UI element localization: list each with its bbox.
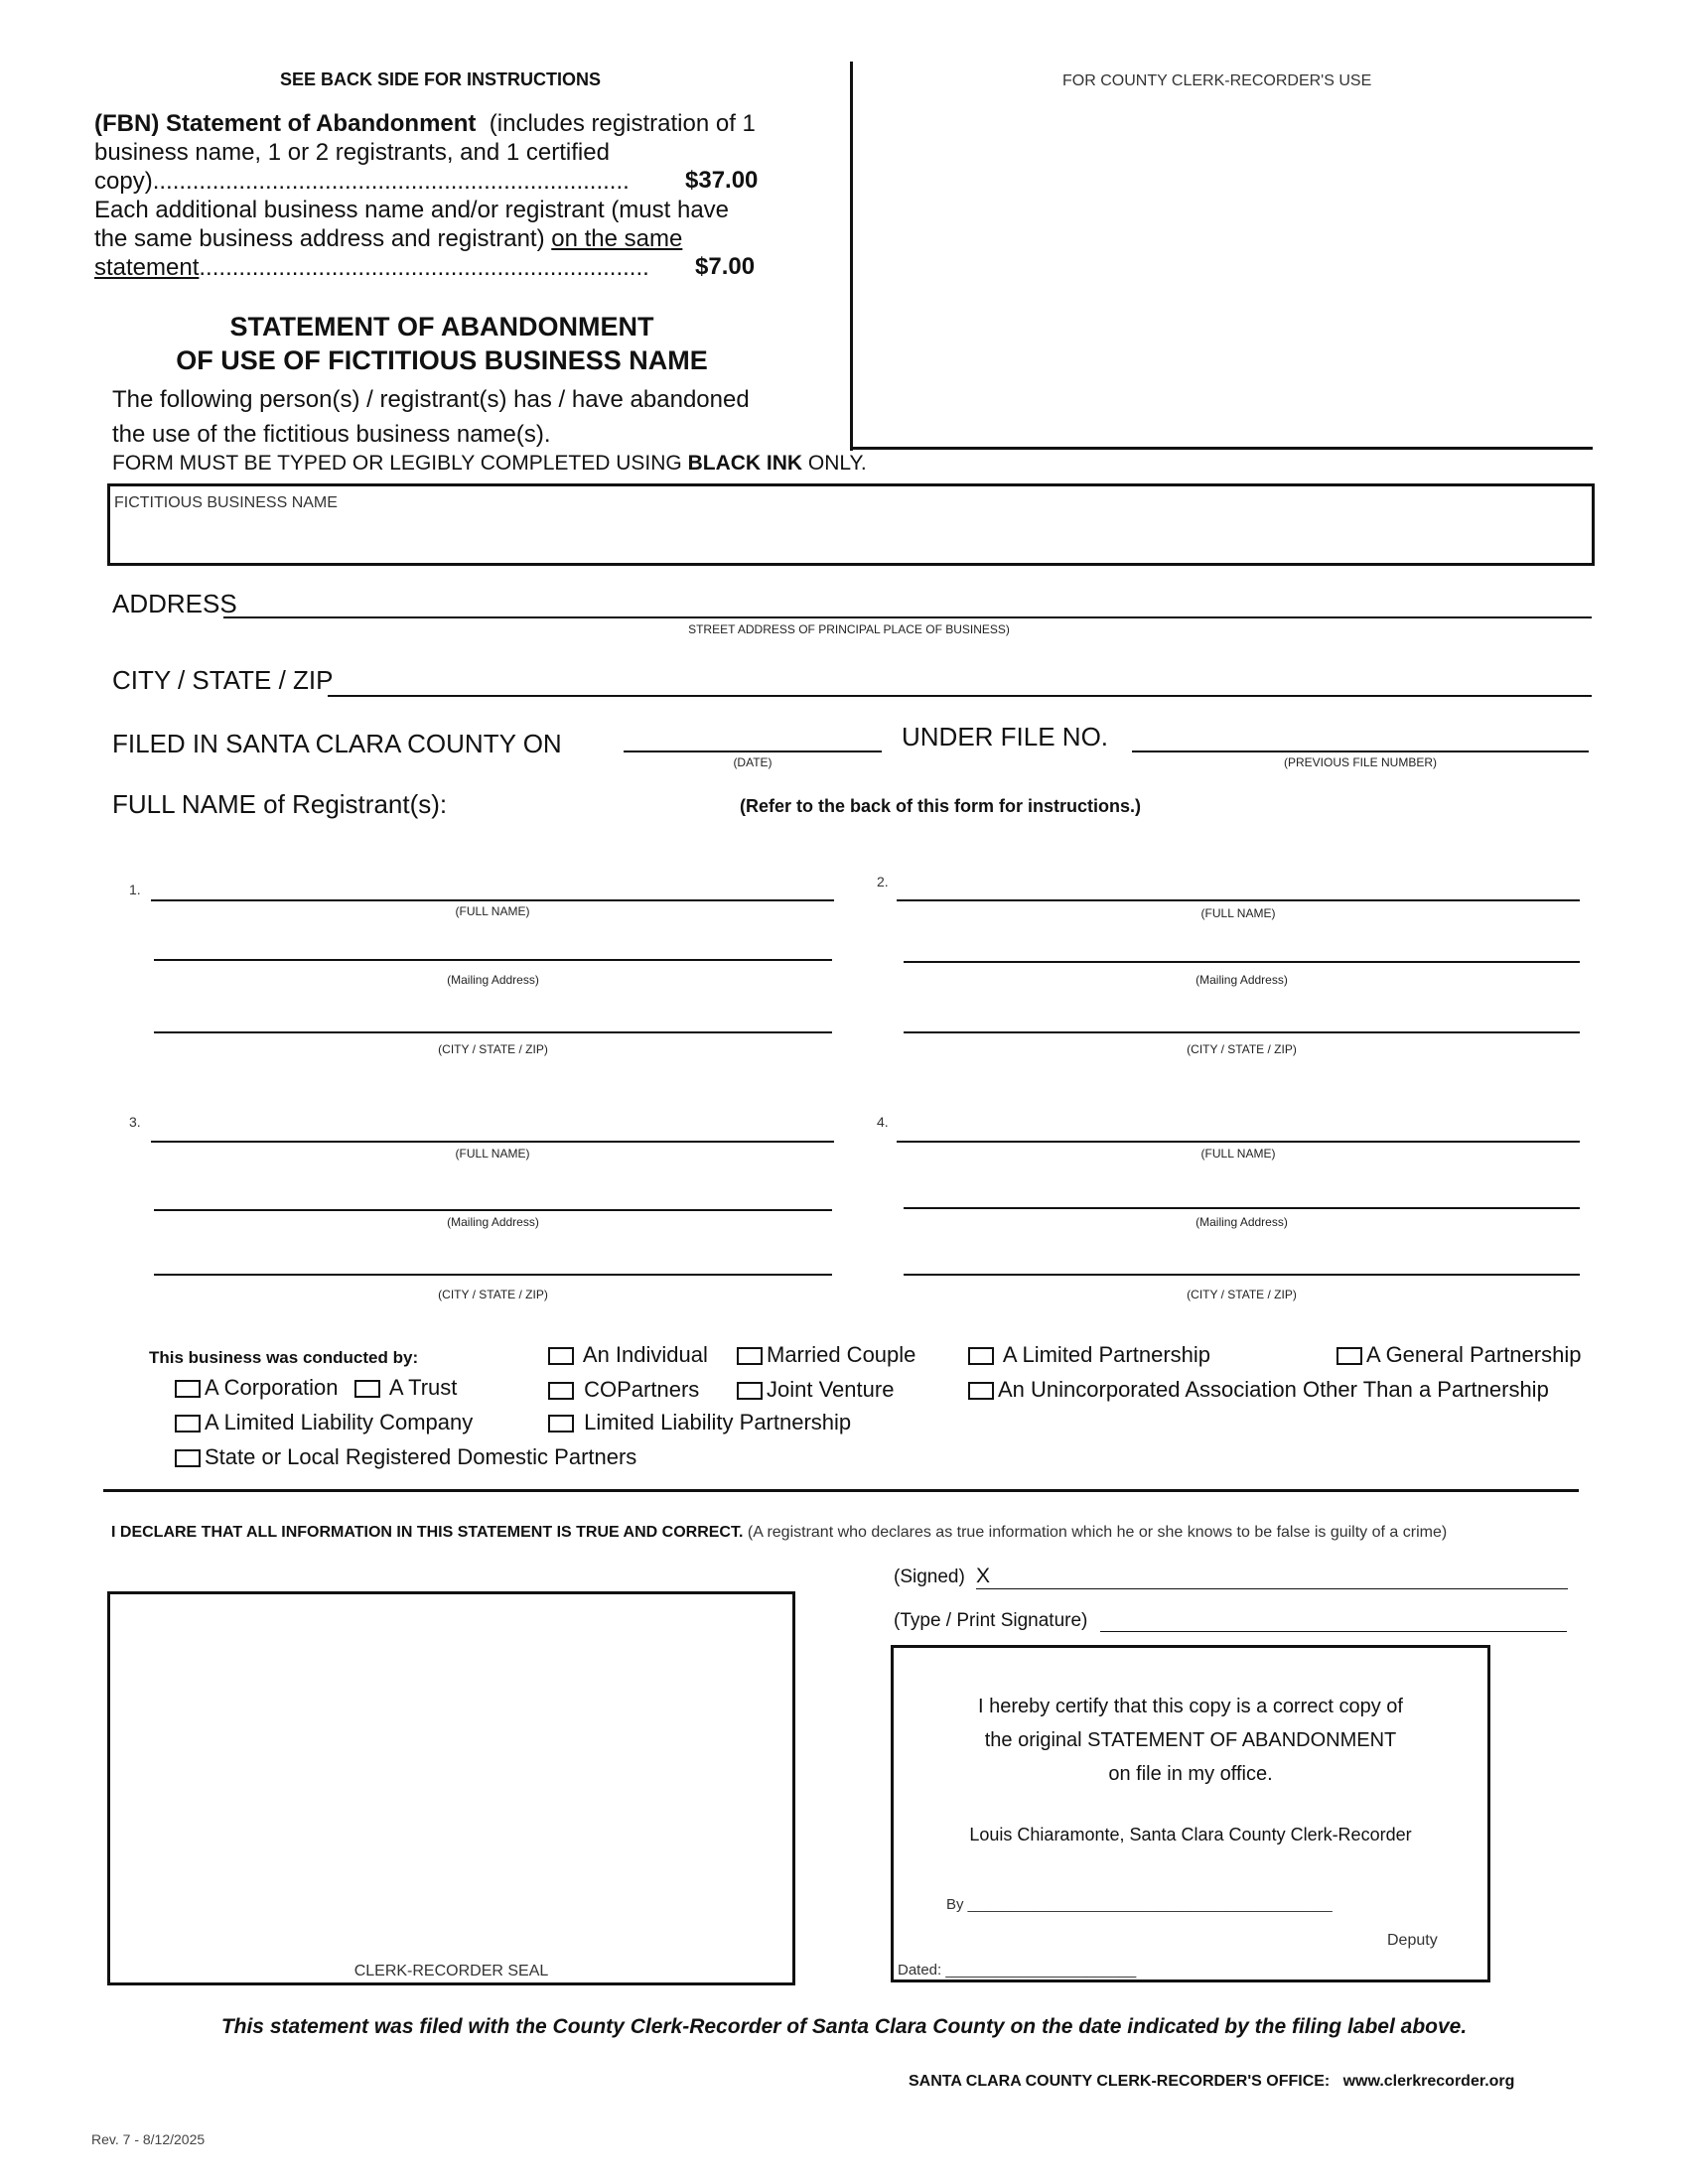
certify-text xyxy=(894,1690,1487,1791)
page-title xyxy=(0,310,884,377)
checkbox[interactable] xyxy=(548,1415,574,1433)
checkbox[interactable] xyxy=(175,1415,201,1433)
fictitious-business-name-field[interactable] xyxy=(107,483,1595,566)
mailing-address-line[interactable] xyxy=(904,1207,1580,1209)
fbn-desc-3: copy)........................................................................ xyxy=(94,168,630,195)
date-sublabel: (DATE) xyxy=(733,755,773,769)
declaration xyxy=(111,1524,1447,1542)
file-no-label: UNDER FILE NO. xyxy=(902,722,1109,751)
addl-2a: the same business address and registrant) xyxy=(94,225,545,252)
signed-x: X xyxy=(976,1565,991,1587)
business-type-label: This business was conducted by: xyxy=(149,1348,419,1367)
by-line: By ____________________________________________ xyxy=(946,1896,1333,1913)
full-name-line[interactable] xyxy=(897,899,1580,901)
checkbox[interactable] xyxy=(737,1347,763,1365)
ink-instruction xyxy=(112,452,867,476)
filed-label: FILED IN SANTA CLARA COUNTY ON xyxy=(112,729,562,758)
clerk-box-left-border xyxy=(850,62,853,451)
full-name-sublabel: (FULL NAME) xyxy=(1200,1147,1276,1160)
fbn-title: (FBN) Statement of Abandonment xyxy=(94,110,477,137)
clerk-box-bottom-border xyxy=(850,447,1593,450)
refer-note: (Refer to the back of this form for instructions.) xyxy=(740,796,1142,816)
fbn-desc-1: (includes registration of 1 xyxy=(489,110,756,137)
signed-label: (Signed) xyxy=(894,1567,965,1587)
option-individual[interactable]: An Individual xyxy=(548,1342,708,1368)
option-unincorporated-association[interactable]: An Unincorporated Association Other Than a Partnership xyxy=(968,1377,1549,1403)
address-label: ADDRESS xyxy=(112,589,237,618)
registrant-number: 4. xyxy=(877,1114,889,1130)
city-state-zip-sublabel: (CITY / STATE / ZIP) xyxy=(1187,1042,1297,1056)
ink-a: FORM MUST BE TYPED OR LEGIBLY COMPLETED USING xyxy=(112,452,682,475)
full-name-sublabel: (FULL NAME) xyxy=(455,904,530,918)
addl-2b: on the same xyxy=(551,225,683,252)
filing-statement: This statement was filed with the County Clerk-Recorder of Santa Clara County on the date indicated by the filing label above. xyxy=(220,2015,1468,2038)
see-back-note: SEE BACK SIDE FOR INSTRUCTIONS xyxy=(280,69,602,89)
checkbox[interactable] xyxy=(548,1382,574,1400)
city-state-zip-line[interactable] xyxy=(904,1031,1580,1033)
office-url[interactable]: www.clerkrecorder.org xyxy=(1342,2073,1515,2090)
addl-3b: .................................................................... xyxy=(199,254,649,281)
clerk-use-label: FOR COUNTY CLERK-RECORDER'S USE xyxy=(1062,72,1372,89)
mailing-address-line[interactable] xyxy=(904,961,1580,963)
mailing-address-line[interactable] xyxy=(154,959,832,961)
checkbox[interactable] xyxy=(548,1347,574,1365)
city-state-zip-sublabel: (CITY / STATE / ZIP) xyxy=(438,1042,548,1056)
date-input-line[interactable] xyxy=(624,751,882,752)
full-name-sublabel: (FULL NAME) xyxy=(455,1147,530,1160)
address-input-line[interactable] xyxy=(223,616,1592,618)
addl-1: Each additional business name and/or registrant (must have xyxy=(94,197,730,223)
title-desc-2: the use of the fictitious business name(s). xyxy=(112,421,551,448)
option-married-couple[interactable]: Married Couple xyxy=(737,1342,915,1368)
print-signature-line[interactable] xyxy=(1100,1631,1567,1632)
ink-c: ONLY. xyxy=(807,452,867,475)
certify-line-3: on file in my office. xyxy=(1108,1763,1273,1785)
fee-1: $37.00 xyxy=(685,167,759,194)
option-domestic-partners[interactable]: State or Local Registered Domestic Partners xyxy=(175,1444,636,1470)
clerk-name: Louis Chiaramonte, Santa Clara County Clerk-Recorder xyxy=(969,1825,1412,1844)
address-sublabel: STREET ADDRESS OF PRINCIPAL PLACE OF BUSINESS) xyxy=(688,622,1010,636)
option-llc[interactable]: A Limited Liability Company xyxy=(175,1410,473,1435)
city-state-zip-sublabel: (CITY / STATE / ZIP) xyxy=(1187,1288,1297,1301)
registrant-number: 2. xyxy=(877,874,889,889)
mailing-address-sublabel: (Mailing Address) xyxy=(1196,973,1288,987)
checkbox[interactable] xyxy=(968,1382,994,1400)
city-label: CITY / STATE / ZIP xyxy=(112,665,334,695)
registrants-label: FULL NAME of Registrant(s): xyxy=(112,789,448,819)
revision-note: Rev. 7 - 8/12/2025 xyxy=(91,2131,206,2147)
fee-block xyxy=(94,109,789,282)
checkbox[interactable] xyxy=(1336,1347,1362,1365)
fee-2: $7.00 xyxy=(695,253,756,280)
section-divider xyxy=(103,1489,1579,1492)
addl-3a: statement xyxy=(94,254,200,281)
signature-line[interactable] xyxy=(976,1588,1568,1589)
seal-label: CLERK-RECORDER SEAL xyxy=(353,1963,549,1979)
full-name-sublabel: (FULL NAME) xyxy=(1200,906,1276,920)
title-line-1: STATEMENT OF ABANDONMENT xyxy=(229,312,654,341)
registrant-number: 1. xyxy=(129,882,141,897)
option-copartners[interactable]: COPartners xyxy=(548,1377,699,1403)
clerk-recorder-seal-box xyxy=(107,1591,795,1985)
mailing-address-sublabel: (Mailing Address) xyxy=(447,1215,539,1229)
mailing-address-sublabel: (Mailing Address) xyxy=(1196,1215,1288,1229)
checkbox[interactable] xyxy=(175,1449,201,1467)
declaration-bold: I DECLARE THAT ALL INFORMATION IN THIS STATEMENT IS TRUE AND CORRECT. xyxy=(111,1524,744,1541)
checkbox[interactable] xyxy=(968,1347,994,1365)
full-name-line[interactable] xyxy=(897,1141,1580,1143)
fbn-desc-2: business name, 1 or 2 registrants, and 1 certified xyxy=(94,139,610,166)
mailing-address-line[interactable] xyxy=(154,1209,832,1211)
title-line-2: OF USE OF FICTITIOUS BUSINESS NAME xyxy=(176,345,708,375)
fbn-field-label: FICTITIOUS BUSINESS NAME xyxy=(114,494,338,511)
full-name-line[interactable] xyxy=(151,1141,834,1143)
title-desc-1: The following person(s) / registrant(s) has / have abandoned xyxy=(112,386,750,413)
ink-b: BLACK INK xyxy=(687,452,803,475)
title-description xyxy=(112,382,750,452)
option-general-partnership[interactable]: A General Partnership xyxy=(1336,1342,1581,1368)
city-input-line[interactable] xyxy=(328,695,1592,697)
checkbox[interactable] xyxy=(175,1380,201,1398)
city-state-zip-line[interactable] xyxy=(154,1274,832,1276)
option-trust[interactable]: A Trust xyxy=(354,1375,457,1401)
print-signature-label: (Type / Print Signature) xyxy=(894,1610,1088,1631)
certify-line-2: the original STATEMENT OF ABANDONMENT xyxy=(984,1729,1397,1751)
mailing-address-sublabel: (Mailing Address) xyxy=(447,973,539,987)
option-llp[interactable]: Limited Liability Partnership xyxy=(548,1410,851,1435)
full-name-line[interactable] xyxy=(151,899,834,901)
certify-line-1: I hereby certify that this copy is a correct copy of xyxy=(978,1696,1403,1717)
option-corporation[interactable]: A Corporation xyxy=(175,1375,339,1401)
file-no-sublabel: (PREVIOUS FILE NUMBER) xyxy=(1283,755,1438,769)
office-name: SANTA CLARA COUNTY CLERK-RECORDER'S OFFICE: xyxy=(909,2073,1331,2090)
certification-box xyxy=(891,1645,1490,1982)
declaration-rest: (A registrant who declares as true information which he or she knows to be false is guilty of a crime) xyxy=(747,1524,1448,1541)
deputy-label: Deputy xyxy=(1387,1932,1438,1949)
checkbox[interactable] xyxy=(354,1380,380,1398)
city-state-zip-sublabel: (CITY / STATE / ZIP) xyxy=(438,1288,548,1301)
option-limited-partnership[interactable]: A Limited Partnership xyxy=(968,1342,1210,1368)
dated-line: Dated: _______________________ xyxy=(898,1962,1137,1979)
option-joint-venture[interactable]: Joint Venture xyxy=(737,1377,894,1403)
checkbox[interactable] xyxy=(737,1382,763,1400)
city-state-zip-line[interactable] xyxy=(154,1031,832,1033)
office-footer xyxy=(909,2073,1514,2091)
file-no-input-line[interactable] xyxy=(1132,751,1589,752)
city-state-zip-line[interactable] xyxy=(904,1274,1580,1276)
registrant-number: 3. xyxy=(129,1114,141,1130)
